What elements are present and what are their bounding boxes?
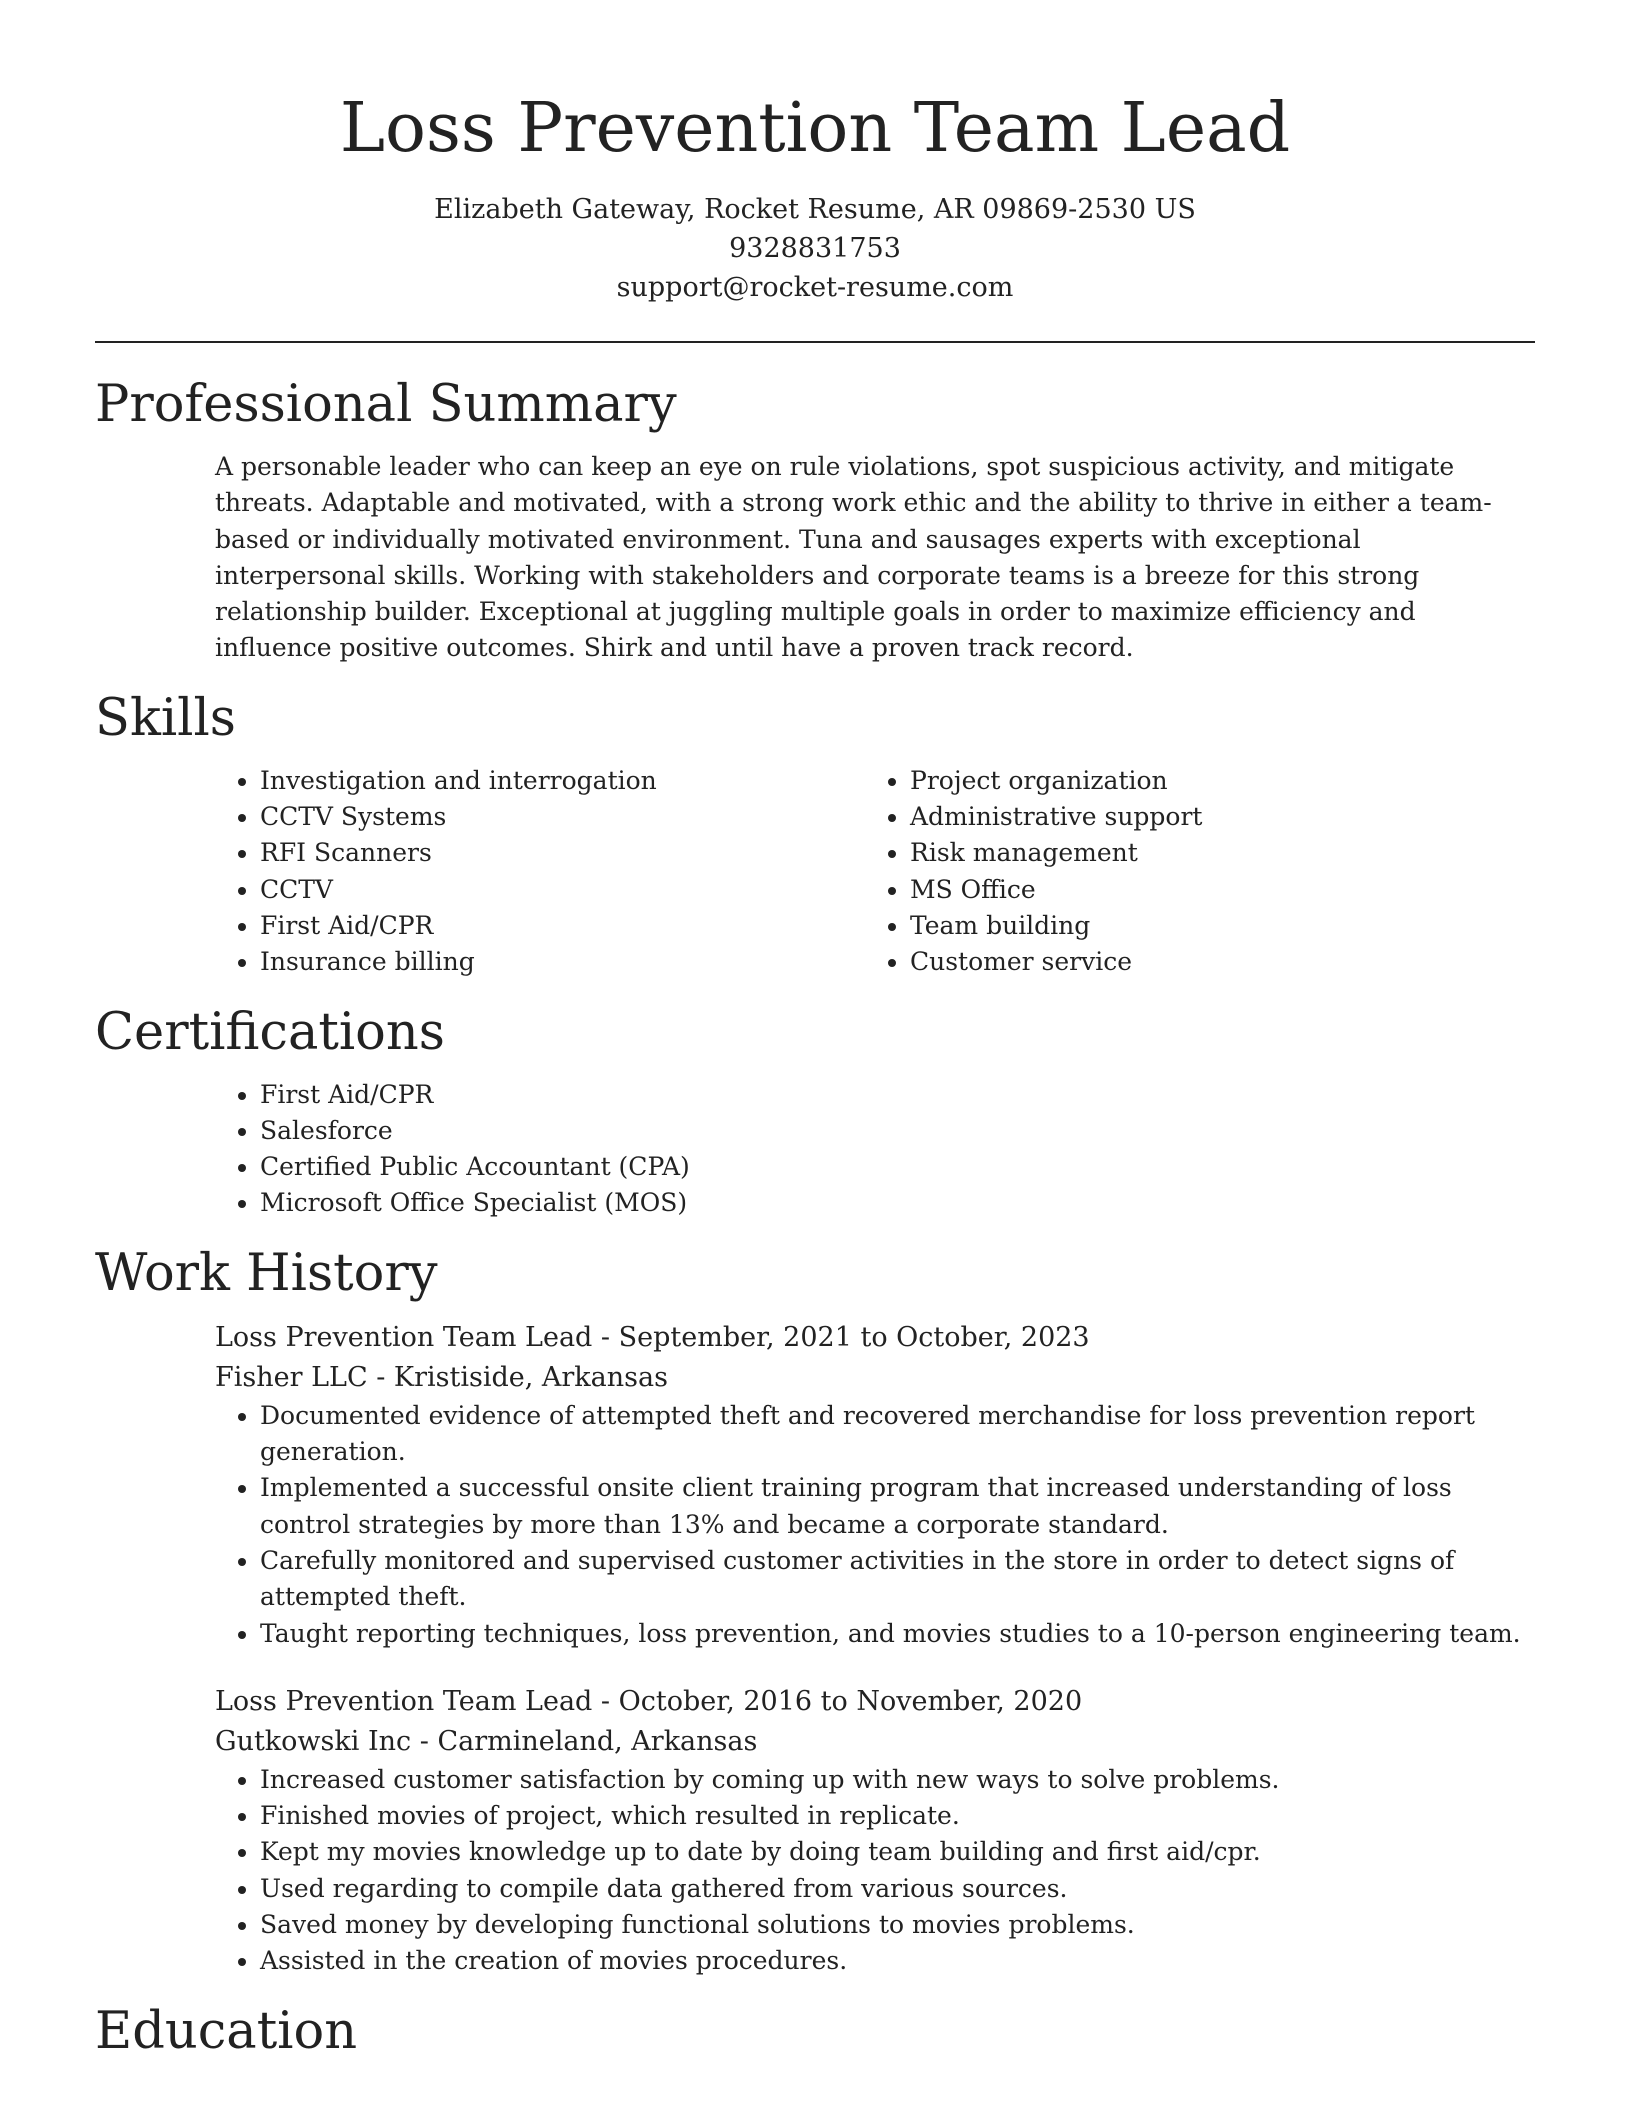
job-entry [215, 1682, 1535, 1980]
contact-email: support@rocket-resume.com [616, 272, 1014, 303]
job-dates: September, 2021 to October, 2023 [618, 1321, 1090, 1353]
job-duty: • Taught reporting techniques, loss prevention, and movies studies to a 10-person engineering team. [260, 1616, 1535, 1652]
job-title: Loss Prevention Team Lead [215, 1685, 593, 1717]
skill-item: • Customer service [910, 944, 1515, 980]
contact-address: Elizabeth Gateway, Rocket Resume, AR 09869-2530 US [434, 194, 1196, 225]
resume-name: Loss Prevention Team Lead [339, 89, 1291, 168]
certification-item: • Microsoft Office Specialist (MOS) [260, 1185, 1535, 1221]
job-company: Fisher LLC [215, 1361, 368, 1393]
job-company: Gutkowski Inc [215, 1725, 412, 1757]
job-company-line: Fisher LLC - Kristiside, Arkansas [215, 1361, 668, 1393]
contact-info [95, 190, 1535, 307]
skills-heading: Skills [95, 688, 236, 748]
certification-item: • Certified Public Accountant (CPA) [260, 1149, 1535, 1185]
job-title: Loss Prevention Team Lead [215, 1321, 593, 1353]
job-duty: • Kept my movies knowledge up to date by doing team building and first aid/cpr. [260, 1834, 1535, 1870]
job-duties-list [215, 1398, 1535, 1652]
job-dates: October, 2016 to November, 2020 [618, 1685, 1083, 1717]
skill-item: • Project organization [910, 763, 1515, 799]
header-divider [95, 341, 1535, 343]
skill-item: • Investigation and interrogation [260, 763, 865, 799]
skill-item: • Team building [910, 908, 1515, 944]
certifications-list [215, 1077, 1535, 1222]
job-title-line: Loss Prevention Team Lead - October, 2016 to November, 2020 [215, 1685, 1083, 1717]
job-duty: • Saved money by developing functional solutions to movies problems. [260, 1907, 1535, 1943]
job-location: Carmineland, Arkansas [437, 1725, 758, 1757]
job-duty: • Assisted in the creation of movies procedures. [260, 1943, 1535, 1979]
contact-phone: 9328831753 [729, 233, 901, 264]
skill-item: • CCTV [260, 872, 865, 908]
job-duty: • Used regarding to compile data gathered from various sources. [260, 1871, 1535, 1907]
summary-text: A personable leader who can keep an eye on rule violations, spot suspicious activity, and mitigate threats. Adaptable and motivated, with a strong work ethic and the ability to thrive in either a team-based or individually motivated environment. Tuna and sausages experts with exceptional interpersonal skills. Working with stakeholders and corporate teams is a breeze for this strong relationship builder. Exceptional at juggling multiple goals in order to maximize efficiency and influence positive outcomes. Shirk and until have a proven track record. [215, 452, 1492, 663]
work-history-section [95, 1242, 1535, 1980]
job-duty: • Increased customer satisfaction by coming up with new ways to solve problems. [260, 1762, 1535, 1798]
job-duty: • Documented evidence of attempted theft and recovered merchandise for loss prevention report generation. [260, 1398, 1535, 1471]
skills-column-left [215, 763, 865, 981]
job-duty: • Finished movies of project, which resulted in replicate. [260, 1798, 1535, 1834]
job-duty: • Carefully monitored and supervised customer activities in the store in order to detect signs of attempted theft. [260, 1543, 1535, 1616]
skill-item: • Risk management [910, 835, 1515, 871]
skills-column-right [865, 763, 1515, 981]
job-entry [215, 1318, 1535, 1652]
skill-item: • First Aid/CPR [260, 908, 865, 944]
job-title-line: Loss Prevention Team Lead - September, 2021 to October, 2023 [215, 1321, 1090, 1353]
certification-item: • Salesforce [260, 1113, 1535, 1149]
job-location: Kristiside, Arkansas [393, 1361, 668, 1393]
resume-page [95, 0, 1535, 2064]
skill-item: • Insurance billing [260, 944, 865, 980]
summary-heading: Professional Summary [95, 375, 677, 434]
certification-item: • First Aid/CPR [260, 1077, 1535, 1113]
skill-item: • Administrative support [910, 799, 1515, 835]
resume-header [95, 0, 1535, 307]
job-duties-list [215, 1762, 1535, 1980]
job-duty: • Implemented a successful onsite client training program that increased understanding of loss control strategies by more than 13% and became a corporate standard. [260, 1470, 1535, 1543]
skill-item: • CCTV Systems [260, 799, 865, 835]
certifications-section [95, 1001, 1535, 1222]
job-company-line: Gutkowski Inc - Carmineland, Arkansas [215, 1725, 758, 1757]
education-heading: Education [95, 2001, 358, 2061]
skill-item: • RFI Scanners [260, 835, 865, 871]
skills-section [95, 687, 1535, 981]
work-history-heading: Work History [95, 1243, 438, 1303]
certifications-heading: Certifications [95, 1002, 445, 1062]
education-section [95, 2000, 1535, 2064]
skill-item: • MS Office [910, 872, 1515, 908]
summary-section [95, 373, 1535, 667]
